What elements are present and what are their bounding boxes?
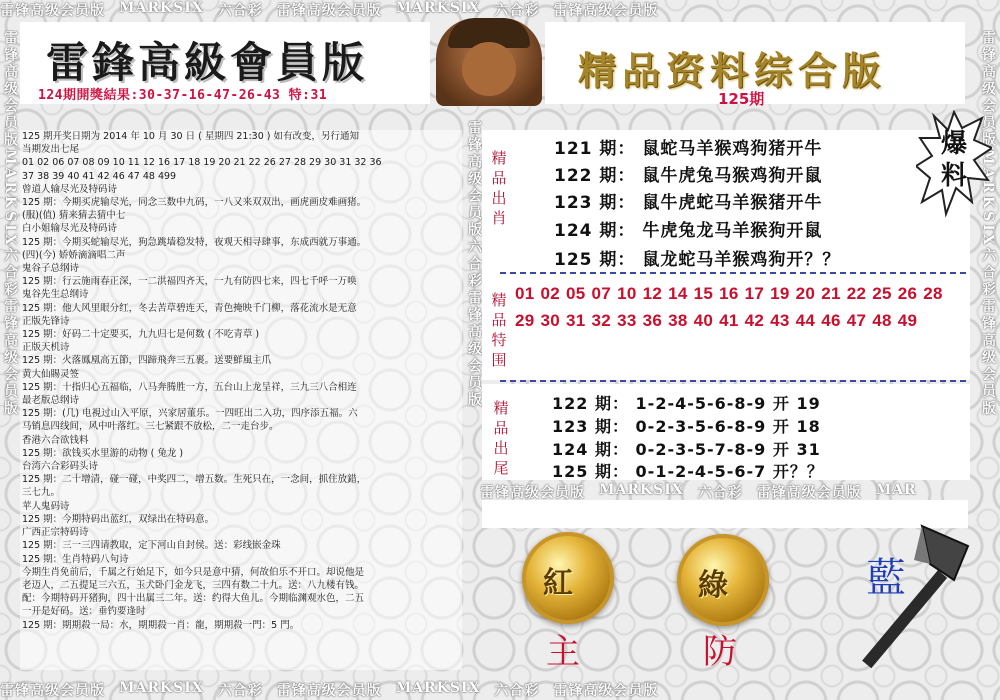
special-number: 40: [693, 311, 714, 330]
label-char: 品: [491, 311, 507, 329]
text-line: 老迈人，二五提足三六五，玉犬卧门金龙飞，三四有数二十九。送：八九楼有钱。: [22, 579, 365, 591]
text-line: 正版天机诗: [22, 342, 70, 354]
face-shape: [462, 42, 516, 96]
divider: [500, 380, 966, 382]
special-number: 07: [591, 284, 612, 303]
watermark-left-column: 雷锋高级会员版MARKSIX六合彩雷锋高级会员版: [2, 30, 18, 418]
text-line: 白小姐输尽光及特码诗: [22, 223, 118, 235]
watermark-text: 雷锋高级会员版: [0, 3, 105, 18]
special-number: 29: [515, 311, 535, 330]
tail-row: 123 期： 0-2-3-5-6-8-9 开 18: [552, 417, 821, 436]
special-numbers-list: [515, 280, 970, 334]
watermark-text: MARKSIX: [395, 680, 481, 696]
burst-char: 爆: [940, 129, 967, 159]
watermark-text: 六合彩: [697, 485, 743, 500]
label-char: 品: [493, 419, 509, 437]
text-line: 曾道人输尽光及特码诗: [22, 183, 118, 195]
text-line: 125 期：十指归心五福临，八马奔腾胜一方，五台山上龙呈祥，三九三八合相连: [22, 381, 357, 393]
text-line: (服)(值) 猜来猜去猜中七: [22, 210, 126, 222]
watermark-right-column: 雷锋高级会员版MARKSIX六合彩雷锋高级会员版: [980, 30, 996, 418]
special-number: 46: [821, 311, 841, 330]
label-char: 品: [491, 169, 507, 187]
watermark-text: 六合彩: [217, 3, 263, 18]
label-char: 肖: [491, 209, 507, 227]
text-line: 125 期开奖日期为 2014 年 10 月 30 日 ( 星期四 21:30 ) 如有改变，另行通知: [22, 131, 360, 142]
special-number: 14: [668, 284, 688, 303]
text-line: (四)(今) 娇娇滴滴唱二声: [22, 249, 126, 261]
text-line: 125 期：生肖特码八句诗: [22, 553, 129, 565]
zodiac-row: 123 期： 鼠牛虎蛇马羊猴猪开牛: [554, 193, 823, 213]
text-line: 今期生肖免前后，千属之行始足下，如今只是意中猜，何故伯乐不开口。却说他是: [22, 566, 365, 578]
previous-result: 124期開獎結果:30-37-16-47-26-43 特:31: [38, 88, 328, 103]
label-char: 出: [491, 189, 507, 207]
special-number: 25: [872, 284, 892, 303]
special-number: 26: [897, 284, 918, 303]
zodiac-row: 125 期： 鼠龙蛇马羊猴鸡狗开？？: [554, 250, 841, 270]
text-line: 鬼谷先生总纲诗: [22, 289, 89, 301]
watermark-text: MARKSIX: [395, 0, 481, 16]
text-line: 125 期：好码二十定要买，九九归七是何数 ( 不吃青草 ): [22, 329, 260, 341]
special-number: 32: [591, 311, 612, 330]
special-number: 01: [515, 284, 535, 303]
text-line: 01 02 06 07 08 09 10 11 12 16 17 18 19 20 21 22 26 27 28 29 30 31 32 36: [22, 157, 382, 169]
special-number: 02: [540, 284, 561, 303]
text-line: 125 期：二十增清，碰一碰，中奖四二，增五数。生死只在，一念间，抓住放錯，: [22, 474, 367, 486]
text-line: 三七九。: [22, 487, 61, 499]
text-line: 125 期：行云施雨春正深，一二洪福四齐天，一九有防四七来，四七千呼一万唤: [22, 276, 357, 288]
watermark-middle-row: [480, 482, 980, 500]
watermark-text: 雷锋高级会员版: [480, 485, 585, 500]
portrait-image: [436, 18, 542, 106]
watermark-text: MAR: [875, 482, 917, 498]
zodiac-row: 122 期： 鼠牛虎兔马猴鸡狗开鼠: [554, 166, 823, 186]
special-number: 48: [872, 311, 892, 330]
page-title: 雷鋒高級會員版: [46, 38, 369, 87]
watermark-top-row: [0, 0, 1000, 18]
text-line: 125 期：他人风里眼分红，冬去苦草碧连天，青色掩映千门柳，落花流水是无意: [22, 302, 357, 314]
special-number: 05: [566, 284, 586, 303]
special-number: 30: [540, 311, 561, 330]
watermark-text: MARKSIX: [599, 482, 684, 498]
zodiac-row: 124 期： 牛虎兔龙马羊猴狗开鼠: [554, 221, 823, 241]
special-number: 31: [566, 311, 586, 330]
text-line: 125 期：期期殺一局：水，期期殺一肖：龍，期期殺一門：5 門。: [22, 619, 300, 631]
label-char: 出: [493, 439, 509, 457]
divider: [500, 272, 966, 274]
special-number: 19: [770, 284, 790, 303]
special-number: 42: [744, 311, 765, 330]
special-number: 49: [897, 311, 918, 330]
special-number: 17: [744, 284, 765, 303]
special-number: 38: [668, 311, 688, 330]
main-color-char: 主: [546, 632, 580, 672]
special-number: 22: [846, 284, 867, 303]
watermark-text: 雷锋高级会员版: [756, 485, 862, 500]
watermark-text: 六合彩: [217, 683, 263, 698]
tail-row: 124 期： 0-2-3-5-7-8-9 开 31: [552, 440, 821, 459]
issue-number: 125期: [718, 90, 765, 108]
burst-char: 料: [940, 161, 967, 191]
special-number: 33: [617, 311, 637, 330]
text-line: 广西正宗特码诗: [22, 527, 89, 539]
text-line: 125 期：欲钱买水里游的动物 ( 兔龙 ): [22, 447, 184, 459]
section-title: 精品资料综合版: [578, 48, 887, 93]
watermark-middle-column: 雷锋高级会员版六合彩雷锋高级会员版: [466, 120, 482, 409]
special-number: 20: [795, 284, 816, 303]
zodiac-label: [486, 148, 512, 228]
watermark-text: 雷锋高级会员版: [276, 683, 382, 698]
text-line: 黄大仙賜灵签: [22, 368, 80, 380]
watermark-bottom-row: [0, 680, 1000, 698]
special-number: 21: [821, 284, 841, 303]
special-number: 15: [693, 284, 714, 303]
special-number: 41: [719, 311, 739, 330]
special-number: 16: [719, 284, 739, 303]
guard-color-char: 防: [703, 632, 737, 672]
special-number: 43: [770, 311, 790, 330]
watermark-text: MARKSIX: [119, 680, 204, 696]
text-line: 125 期：三一三四请教取，定下河山自封侯。送：彩线嵌金珠: [22, 540, 281, 552]
text-line: 37 38 39 40 41 42 46 47 48 499: [22, 170, 177, 182]
text-line: 125 期：火落鳳凰高五節，四蹄飛奔三五裹。送要鮮風主爪: [22, 355, 272, 367]
text-line: 鬼谷子总纲诗: [22, 263, 80, 275]
tail-row: 122 期： 1-2-4-5-6-8-9 开 19: [552, 394, 821, 413]
watermark-text: 雷锋高级会员版: [553, 683, 659, 698]
text-line: 马销息四线间，风中叶落红。三七紧跟不放松，二一走台步。: [22, 421, 279, 433]
watermark-text: 六合彩: [494, 683, 540, 698]
tails-label: [488, 398, 514, 478]
text-line: 香港六合欲钱料: [22, 434, 89, 446]
text-line: 正版先锋诗: [22, 315, 70, 327]
text-line: 当期发出七尾: [22, 144, 80, 156]
text-line: 最老版总纲诗: [22, 395, 80, 407]
label-char: 围: [491, 351, 507, 369]
text-line: 配：今期特码开猪狗，四十出属三二年。送：约得大鱼儿。今期临渊观水色，二五: [22, 593, 365, 605]
tail-row: 125 期： 0-1-2-4-5-6-7 开？？: [552, 462, 824, 481]
zodiac-row: 121 期： 鼠蛇马羊猴鸡狗猪开牛: [554, 139, 823, 159]
text-line: 苹人鬼码诗: [22, 500, 70, 512]
special-number: 36: [642, 311, 663, 330]
label-char: 特: [491, 331, 507, 349]
coin-label: 紅: [543, 566, 573, 601]
watermark-text: 雷锋高级会员版: [276, 3, 382, 18]
watermark-text: 雷锋高级会员版: [553, 3, 659, 18]
kill-color-char: 藍: [866, 555, 906, 601]
special-number: 10: [617, 284, 637, 303]
text-line: 125 期：今期买蛇输尽光，狗急跳墙稳发特，夜观天相寻肆事，东成西就万事通。: [22, 236, 367, 248]
special-number: 47: [846, 311, 867, 330]
special-number: 44: [795, 311, 816, 330]
special-number: 28: [923, 284, 943, 303]
text-line: 125 期：今期特码出蓝红，双绿出在特码意。: [22, 513, 215, 525]
label-char: 精: [491, 291, 507, 309]
watermark-text: MARKSIX: [119, 0, 204, 16]
watermark-text: 六合彩: [494, 3, 540, 18]
label-char: 精: [493, 399, 509, 417]
special-number: 12: [642, 284, 663, 303]
burst-text: [936, 128, 972, 192]
special-numbers-label: [486, 290, 512, 370]
text-line: 125 期：今期买虎输尽光，同念三数中九码，一八又来双双出，画虎画皮难画猪。: [22, 197, 367, 209]
coin-label: 綠: [698, 568, 728, 603]
text-panel: [20, 130, 462, 670]
text-line: 台湾六合彩码头诗: [22, 461, 99, 473]
text-line: 一开是好码。送：垂钓要逢时: [22, 606, 146, 618]
label-char: 尾: [493, 459, 509, 477]
text-line: 125 期：(几) 电視过山入平原，兴家居董乐。一四旺出二入功，四序添五福。六: [22, 408, 358, 420]
label-char: 精: [491, 149, 507, 167]
watermark-text: 雷锋高级会员版: [0, 683, 105, 698]
